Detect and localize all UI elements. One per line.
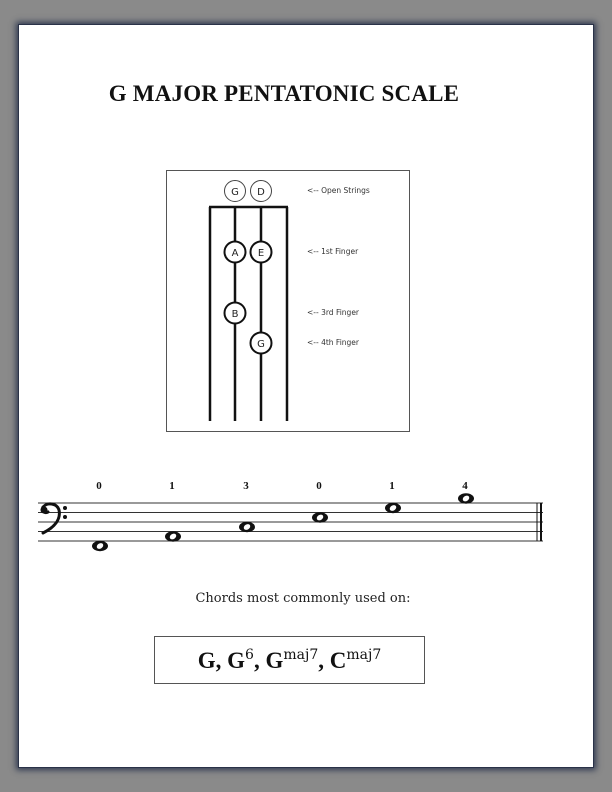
label-4th-finger: <-- 4th Finger xyxy=(307,338,359,347)
bass-clef-icon xyxy=(41,504,68,533)
chord-item: G, xyxy=(197,647,228,673)
chords-box xyxy=(154,636,425,684)
fingering-number: 3 xyxy=(243,480,249,492)
fingering-number: 1 xyxy=(389,480,395,492)
music-staff xyxy=(19,475,593,555)
chords-caption: Chords most commonly used on: xyxy=(195,591,411,606)
label-open-strings: <-- Open Strings xyxy=(307,186,370,195)
note-g: G xyxy=(257,339,265,350)
label-3rd-finger: <-- 3rd Finger xyxy=(307,308,360,317)
document-page xyxy=(19,25,593,767)
label-1st-finger: <-- 1st Finger xyxy=(307,247,359,256)
fingering-number: 0 xyxy=(316,480,322,492)
note-b: B xyxy=(231,309,239,320)
fingering-number: 1 xyxy=(169,480,175,492)
fingering-number: 4 xyxy=(462,480,468,492)
page-title: G MAJOR PENTATONIC SCALE xyxy=(108,81,460,106)
note-e: E xyxy=(257,248,265,259)
fingering-diagram xyxy=(166,170,410,432)
fingerboard-graphic xyxy=(167,171,411,433)
note-a: A xyxy=(231,248,239,259)
chord-item: $G^{maj7}$, xyxy=(265,646,330,673)
chord-item: $C^{maj7}$ xyxy=(329,646,382,673)
chord-item: $G^6$, xyxy=(227,646,266,673)
staff-graphic xyxy=(19,475,593,555)
note-open-g: G xyxy=(231,187,239,198)
fingering-number: 0 xyxy=(96,480,102,492)
note-open-d: D xyxy=(257,187,265,198)
